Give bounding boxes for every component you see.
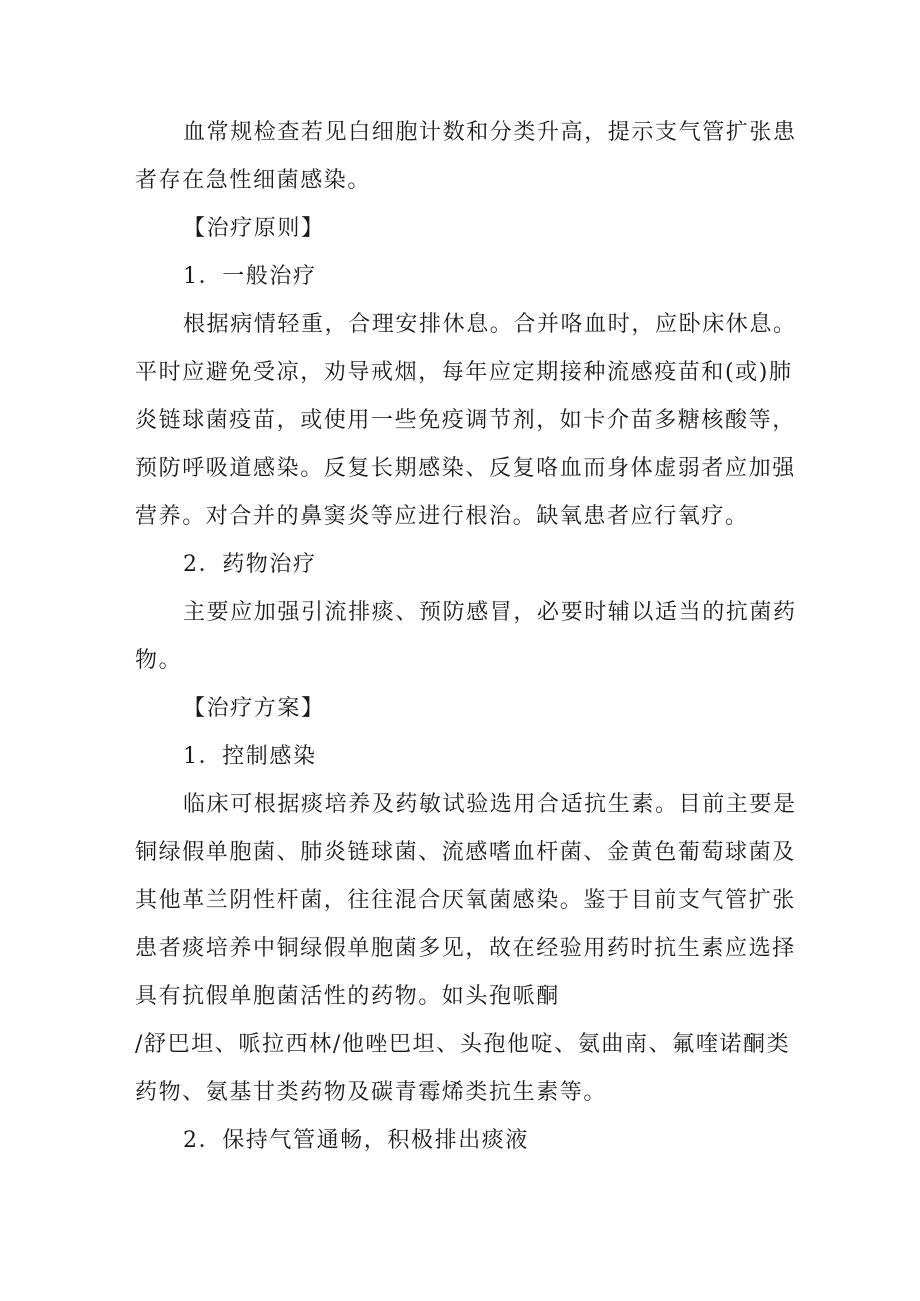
paragraph-infection-line-6: /舒巴坦、哌拉西林/他唑巴坦、头孢他啶、氨曲南、氟喹诺酮类	[135, 1032, 791, 1057]
paragraph-infection-line-1: 临床可根据痰培养及药敏试验选用合适抗生素。目前主要是	[183, 792, 797, 817]
subheading-drug-treatment: 2．药物治疗	[183, 552, 317, 577]
paragraph-general-line-1: 根据病情轻重，合理安排休息。合并咯血时，应卧床休息。	[183, 312, 797, 337]
section-heading-treatment-principles: 【治疗原则】	[183, 216, 325, 241]
subheading-airway-clearance: 2．保持气管通畅，积极排出痰液	[183, 1128, 529, 1153]
paragraph-drug-line-1: 主要应加强引流排痰、预防感冒，必要时辅以适当的抗菌药	[183, 600, 797, 625]
paragraph-blood-test-line-2: 者存在急性细菌感染。	[135, 168, 372, 193]
paragraph-infection-line-3: 其他革兰阴性杆菌，往往混合厌氧菌感染。鉴于目前支气管扩张	[135, 888, 796, 913]
paragraph-infection-line-7: 药物、氨基甘类药物及碳青霉烯类抗生素等。	[135, 1080, 608, 1105]
paragraph-general-line-5: 营养。对合并的鼻窦炎等应进行根治。缺氧患者应行氧疗。	[135, 504, 749, 529]
paragraph-general-line-2: 平时应避免受凉，劝导戒烟，每年应定期接种流感疫苗和(或)肺	[135, 360, 793, 385]
subheading-general-treatment: 1．一般治疗	[183, 264, 317, 289]
paragraph-blood-test-line-1: 血常规检查若见白细胞计数和分类升高，提示支气管扩张患	[183, 120, 797, 145]
paragraph-infection-line-5: 具有抗假单胞菌活性的药物。如头孢哌酮	[135, 984, 560, 1009]
paragraph-drug-line-2: 物。	[135, 648, 183, 673]
paragraph-infection-line-2: 铜绿假单胞菌、肺炎链球菌、流感嗜血杆菌、金黄色葡萄球菌及	[135, 840, 796, 865]
paragraph-general-line-3: 炎链球菌疫苗，或使用一些免疫调节剂，如卡介苗多糖核酸等，	[135, 408, 796, 433]
section-heading-treatment-plan: 【治疗方案】	[183, 696, 325, 721]
subheading-infection-control: 1．控制感染	[183, 744, 317, 769]
paragraph-infection-line-4: 患者痰培养中铜绿假单胞菌多见，故在经验用药时抗生素应选择	[135, 936, 796, 961]
paragraph-general-line-4: 预防呼吸道感染。反复长期感染、反复咯血而身体虚弱者应加强	[135, 456, 796, 481]
